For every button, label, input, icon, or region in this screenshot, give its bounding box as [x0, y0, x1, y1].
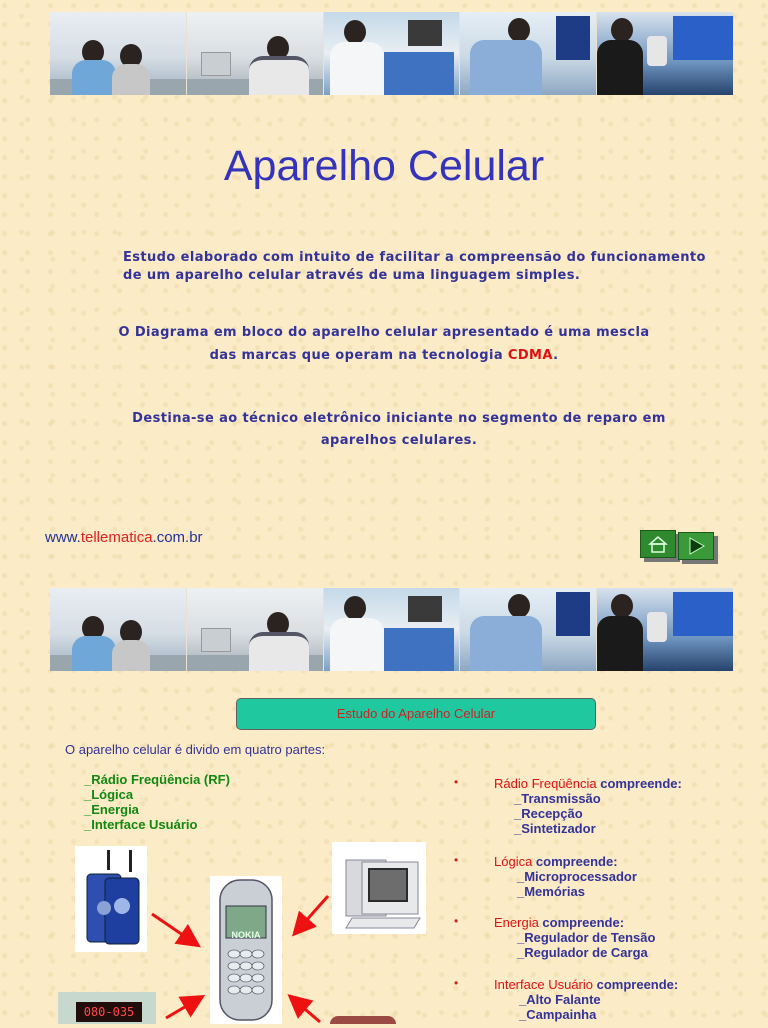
arrow-radio-to-phone: [152, 914, 196, 944]
section-rf-items: _Transmissão _Recepção _Sintetizador: [514, 791, 601, 836]
arrow-supply-to-phone: [166, 998, 200, 1018]
phone-brand-label: NOKIA: [231, 930, 261, 940]
part-interface: _Interface Usuário: [84, 817, 198, 832]
section-logica-heading: Lógica compreende:: [494, 854, 618, 869]
section-energia-items: _Regulador de Tensão _Regulador de Carga: [517, 930, 656, 960]
section-rf-heading: Rádio Freqüência compreende:: [494, 776, 682, 791]
bullet-icon: •: [454, 976, 459, 990]
section-interface-items: _Alto Falante _Campainha: [519, 992, 601, 1022]
audience-line-1: Destina-se ao técnico eletrônico iniciante no segmento de reparo em: [132, 411, 666, 426]
bullet-icon: •: [454, 853, 459, 867]
part-energia: _Energia: [84, 802, 139, 817]
audience-line-2: aparelhos celulares.: [320, 433, 478, 448]
site-url-link[interactable]: www.tellematica.com.br: [45, 529, 203, 546]
arrow-speaker-to-phone: [292, 998, 320, 1022]
page-title: Aparelho Celular: [223, 142, 545, 190]
meter-display: 080-035: [76, 1002, 142, 1022]
intro-line-2: de um aparelho celular através de uma linguagem simples.: [123, 268, 581, 283]
bullet-icon: •: [454, 914, 459, 928]
section-interface-heading: Interface Usuário compreende:: [494, 977, 679, 992]
parts-intro-text: O aparelho celular é divido em quatro partes:: [65, 742, 326, 757]
part-rf: _Rádio Freqüência (RF): [84, 772, 230, 787]
cdma-highlight: CDMA: [507, 348, 554, 363]
diagram-line-1: O Diagrama em bloco do aparelho celular apresentado é uma mescla: [118, 325, 650, 340]
diagram-line-2: das marcas que operam na tecnologia CDMA.: [209, 348, 559, 363]
arrow-computer-to-phone: [296, 896, 328, 932]
part-logica: _Lógica: [84, 787, 134, 802]
bullet-icon: •: [454, 775, 459, 789]
study-section-button[interactable]: Estudo do Aparelho Celular: [236, 698, 596, 730]
section-energia-heading: Energia compreende:: [494, 915, 625, 930]
intro-line-1: Estudo elaborado com intuito de facilitar a compreensão do funcionamento: [123, 250, 706, 265]
section-logica-items: _Microprocessador _Memórias: [517, 869, 637, 899]
